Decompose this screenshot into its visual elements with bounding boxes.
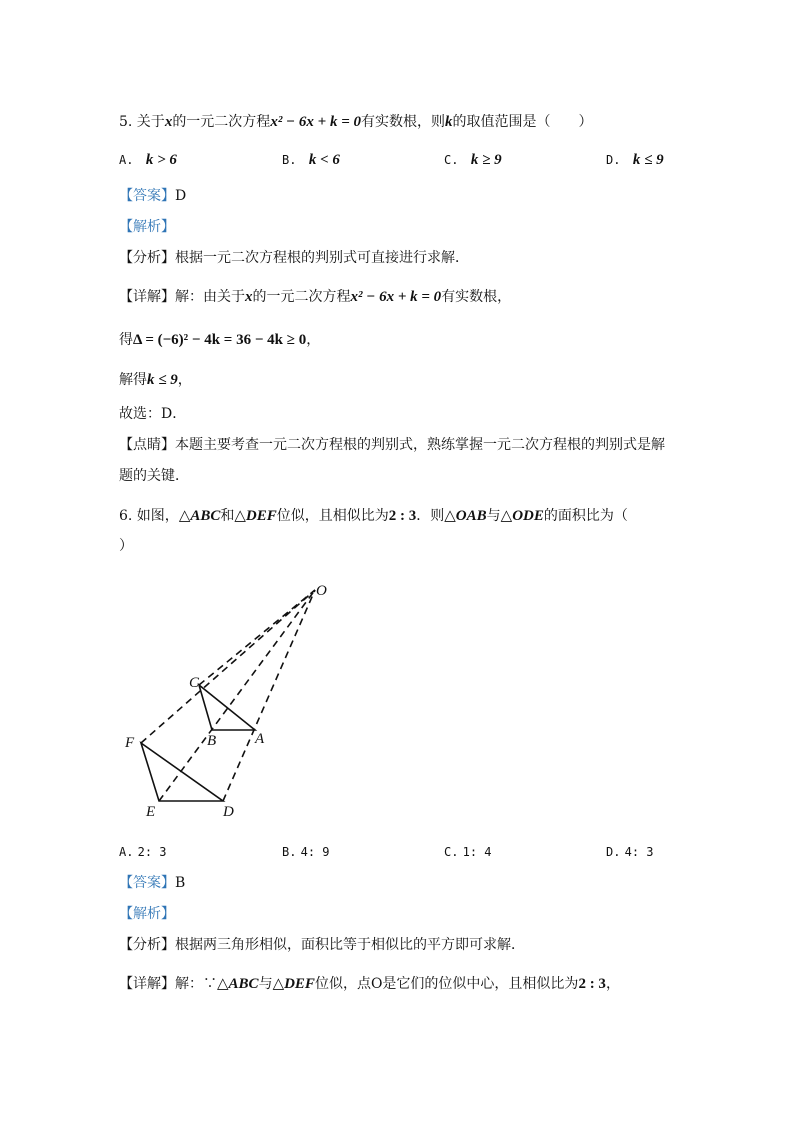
q6-answer: 【答案】B: [119, 875, 186, 891]
q6-xiangjie: 【详解】解：∵△ABC与△DEF位似，点O是它们的位似中心，且相似比为2 : 3，: [119, 976, 620, 992]
q5-dianjing-1: 【点睛】本题主要考查一元二次方程根的判别式，熟练掌握一元二次方程根的判别式是解: [119, 437, 665, 453]
label-o: O: [316, 583, 327, 599]
q6-figure: [119, 575, 359, 825]
triangle-def: [141, 743, 223, 801]
q6-option-b[interactable]: B. 4: 9: [282, 845, 330, 859]
label-f: F: [125, 735, 135, 751]
q5-result-line: 解得k ≤ 9，: [119, 372, 192, 388]
q5-option-d[interactable]: D. k ≤ 9: [606, 152, 664, 168]
q5-option-c[interactable]: C. k ≥ 9: [444, 152, 502, 168]
q5-option-b[interactable]: B. k < 6: [282, 152, 340, 168]
q6-stem-line2: ）: [119, 538, 133, 554]
q5-equation: x² − 6x + k = 0: [270, 114, 361, 130]
label-a: A: [255, 731, 265, 747]
q5-discriminant: Δ = (−6)² − 4k = 36 − 4k ≥ 0: [133, 332, 307, 348]
q5-xiangjie: 【详解】解：由关于x的一元二次方程x² − 6x + k = 0有实数根，: [119, 289, 512, 305]
q5-fenxi: 【分析】根据一元二次方程根的判别式可直接进行求解．: [119, 250, 469, 266]
label-e: E: [146, 804, 156, 820]
dashed-line-f-o: [141, 590, 315, 743]
label-d: D: [223, 804, 234, 820]
dashed-line-d-o: [223, 590, 315, 801]
q6-analysis-tag: 【解析】: [119, 906, 175, 922]
dashed-line-e-o: [159, 590, 315, 801]
q5-option-a[interactable]: A. k > 6: [119, 152, 177, 168]
q6-option-a[interactable]: A. 2: 3: [119, 845, 167, 859]
label-c: C: [189, 675, 200, 691]
q6-option-d[interactable]: D. 4: 3: [606, 845, 654, 859]
q5-discriminant-line: 得Δ = (−6)² − 4k = 36 − 4k ≥ 0，: [119, 332, 321, 348]
q6-option-c[interactable]: C. 1: 4: [444, 845, 492, 859]
q5-result: k ≤ 9: [147, 372, 178, 388]
q5-stem: 5. 关于x的一元二次方程x² − 6x + k = 0有实数根，则k的取值范围是（ ）: [119, 114, 593, 130]
triangle-abc: [199, 685, 255, 730]
q5-answer: 【答案】D: [119, 188, 187, 204]
q5-dianjing-2: 题的关键．: [119, 468, 189, 484]
q6-fenxi: 【分析】根据两三角形相似，面积比等于相似比的平方即可求解．: [119, 937, 525, 953]
q6-stem: 6. 如图，△ABC和△DEF位似，且相似比为2 : 3．则△OAB与△ODE的面积比为（: [119, 508, 628, 524]
q5-analysis-tag: 【解析】: [119, 219, 175, 235]
q5-guxuan: 故选：D．: [119, 406, 187, 422]
label-b: B: [207, 733, 217, 749]
